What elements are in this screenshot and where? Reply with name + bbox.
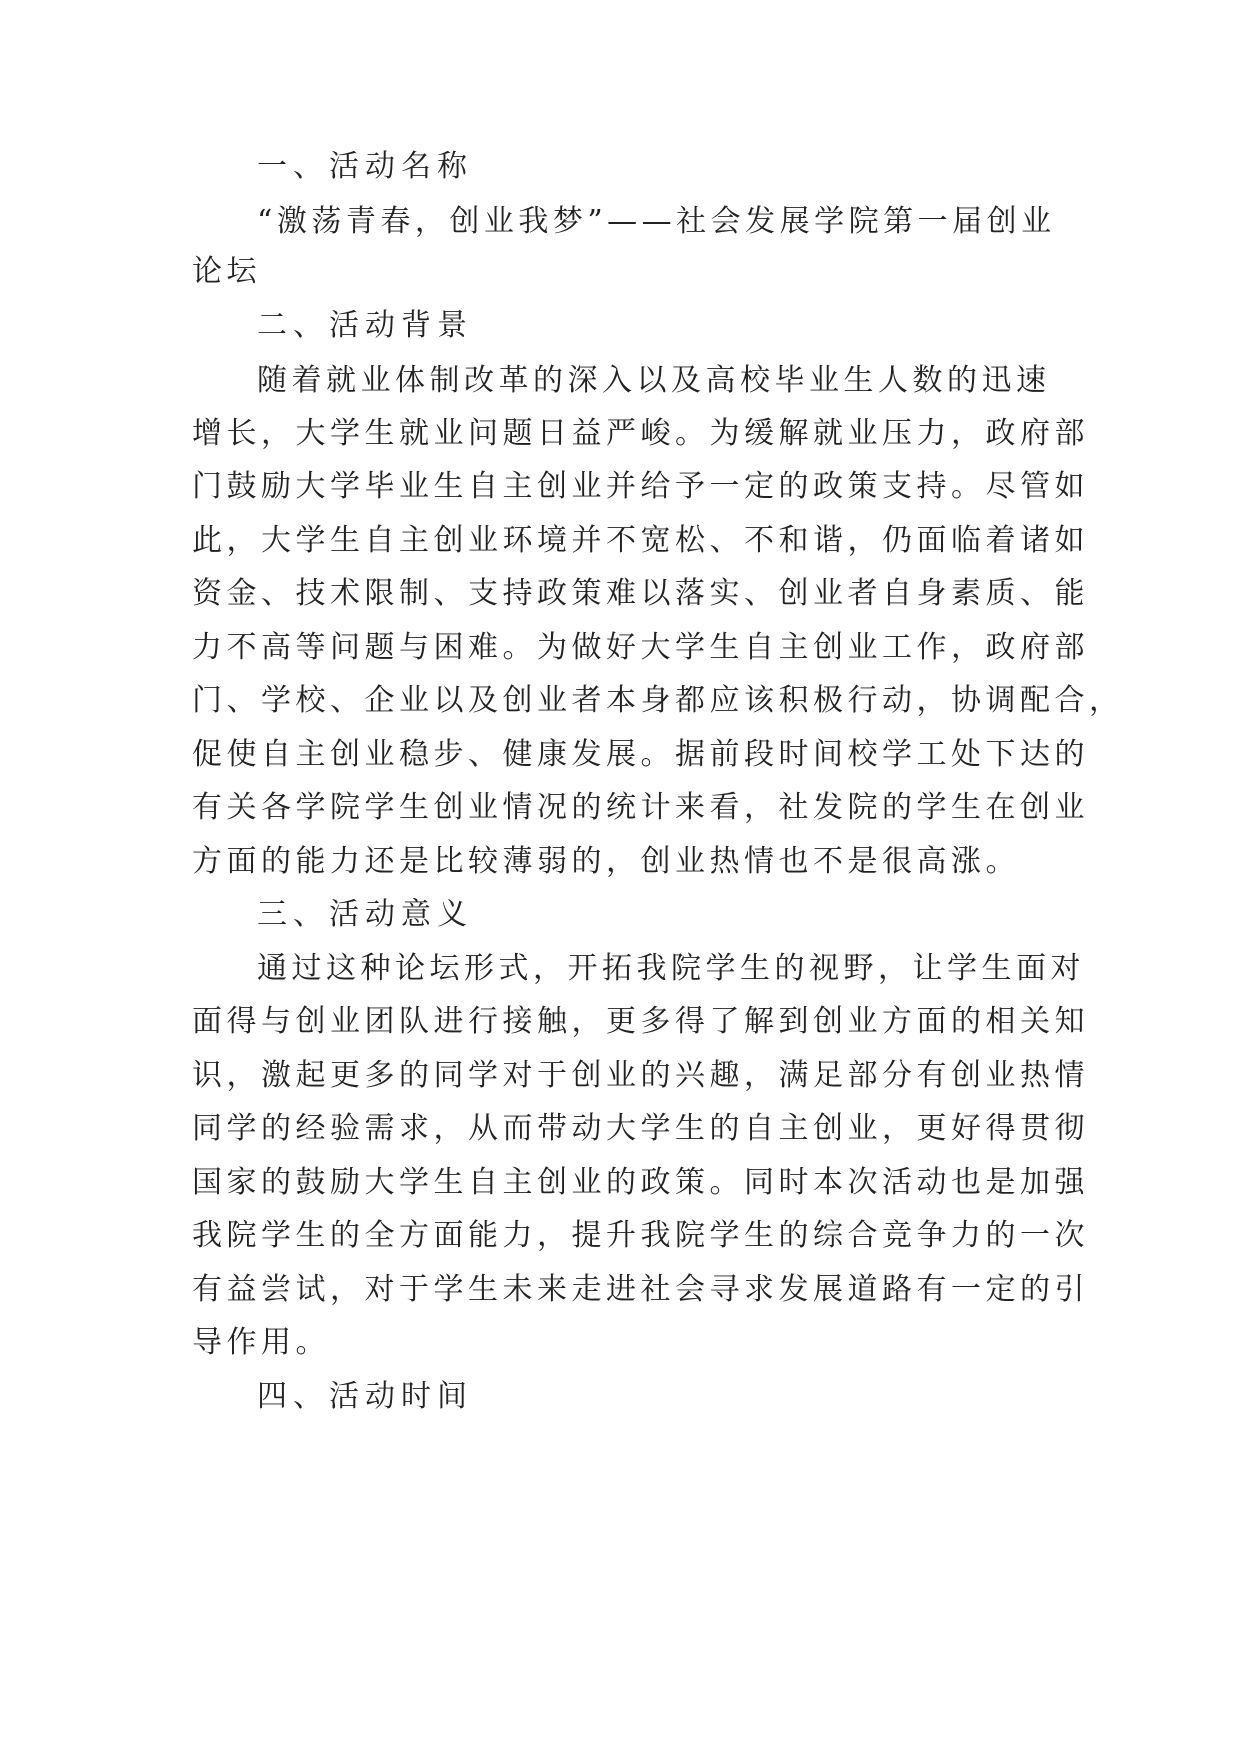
paragraph-line: 有益尝试，对于学生未来走进社会寻求发展道路有一定的引 (192, 1272, 1089, 1307)
paragraph-line: 识，激起更多的同学对于创业的兴趣，满足部分有创业热情 (192, 1058, 1089, 1093)
section-heading: 二、活动背景 (257, 308, 473, 343)
paragraph-line: 方面的能力还是比较薄弱的，创业热情也不是很高涨。 (192, 844, 1020, 879)
paragraph-line: 导作用。 (192, 1325, 330, 1360)
paragraph-line: 同学的经验需求，从而带动大学生的自主创业，更好得贯彻 (192, 1111, 1089, 1146)
paragraph-line: 国家的鼓励大学生自主创业的政策。同时本次活动也是加强 (192, 1165, 1089, 1200)
section-heading: 四、活动时间 (257, 1379, 473, 1414)
paragraph-line: 力不高等问题与困难。为做好大学生自主创业工作，政府部 (192, 630, 1089, 665)
section-heading: 一、活动名称 (257, 149, 473, 184)
paragraph-line: 促使自主创业稳步、健康发展。据前段时间校学工处下达的 (192, 737, 1089, 772)
paragraph-line: 门鼓励大学毕业生自主创业并给予一定的政策支持。尽管如 (192, 469, 1089, 504)
paragraph-line: 论坛 (192, 254, 261, 289)
paragraph-line: “激荡青春，创业我梦”——社会发展学院第一届创业 (257, 204, 1056, 239)
paragraph-line: 面得与创业团队进行接触，更多得了解到创业方面的相关知 (192, 1004, 1089, 1039)
paragraph-line: 增长，大学生就业问题日益严峻。为缓解就业压力，政府部 (192, 416, 1089, 451)
paragraph-line: 我院学生的全方面能力，提升我院学生的综合竞争力的一次 (192, 1218, 1089, 1253)
paragraph-line: 此，大学生自主创业环境并不宽松、不和谐，仍面临着诸如 (192, 523, 1089, 558)
paragraph-line: 通过这种论坛形式，开拓我院学生的视野，让学生面对 (257, 951, 1085, 986)
paragraph-line: 门、学校、企业以及创业者本身都应该积极行动，协调配合， (192, 683, 1124, 718)
section-heading: 三、活动意义 (257, 897, 473, 932)
paragraph-line: 有关各学院学生创业情况的统计来看，社发院的学生在创业 (192, 790, 1089, 825)
paragraph-line: 随着就业体制改革的深入以及高校毕业生人数的迅速 (257, 363, 1051, 398)
paragraph-line: 资金、技术限制、支持政策难以落实、创业者自身素质、能 (192, 576, 1089, 611)
